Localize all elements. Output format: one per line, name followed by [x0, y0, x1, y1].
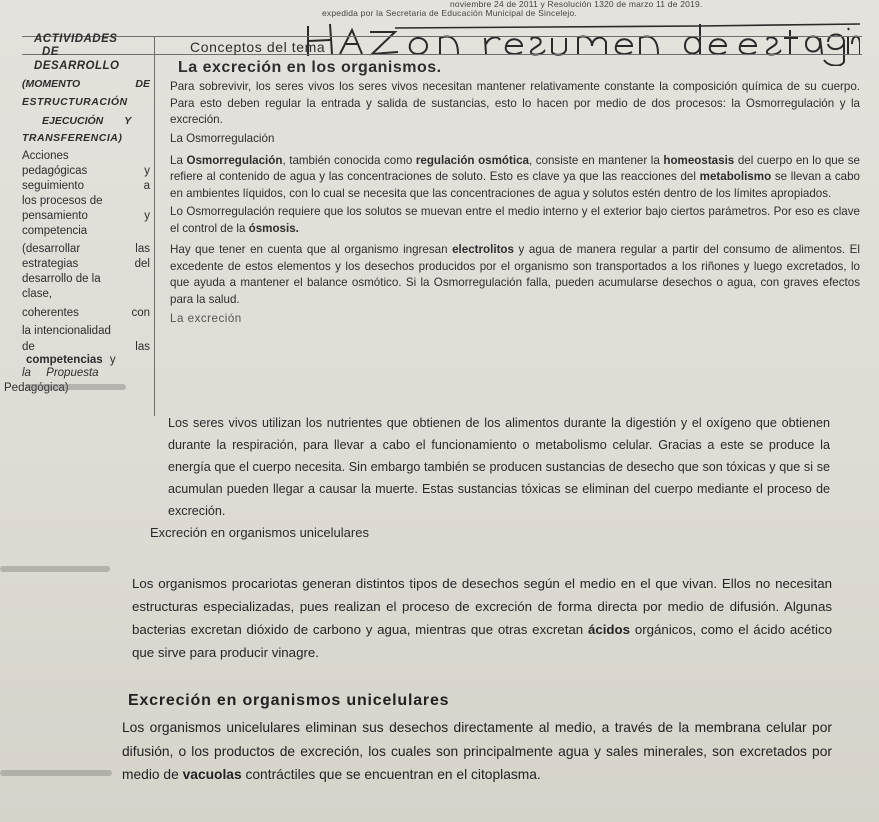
sidebar-column: [4, 33, 150, 396]
excrecion-section: [150, 412, 830, 544]
p2-text-c: , también conocida como: [282, 153, 416, 167]
header-line-2: expedida por la Secretaria de Educación Municipal de Sincelejo.: [322, 8, 577, 18]
sidebar-y4: y: [109, 354, 116, 366]
paragraph-osmosis: [170, 204, 860, 237]
sidebar-momento-row: [22, 77, 150, 92]
osmorregulacion-heading: La Osmorregulación: [170, 131, 275, 145]
sidebar-y2: y: [144, 165, 150, 177]
sidebar-desarrollo: DESARROLLO: [34, 60, 120, 72]
sidebar-desarrollo2: desarrollo de la: [22, 273, 101, 285]
p2-bold-regulacion: regulación osmótica: [415, 153, 529, 167]
sidebar-con: con: [131, 307, 150, 319]
unicelulares-heading: Excreción en organismos unicelulares: [150, 525, 369, 540]
p6-bold-acidos: ácidos: [587, 622, 631, 637]
sidebar-pedagogicas: pedagógicas: [22, 165, 88, 177]
sidebar-row-pedagogicas: [22, 164, 150, 179]
sidebar-acciones: Acciones: [22, 150, 69, 162]
sidebar-a: a: [143, 180, 150, 192]
header-line-1: noviembre 24 de 2011 y Resolución 1320 de marzo 11 de 2019.: [450, 0, 703, 9]
p6-text-a: Los organismos procariotas generan distintos tipos de desechos según el medio en el que vivan. Ellos no necesitan estructuras especializadas, pues realizan el proceso de excreción de forma directa por medio de difusión. Algunas bacterias excretan dióxido de carbono y agua, mientras que otras excretan: [132, 576, 832, 637]
sidebar-competencia: competencia: [22, 225, 88, 237]
sidebar-ejecucion-row: [22, 115, 150, 127]
section-title: Conceptos del tema: [190, 39, 326, 55]
p2-text-i: se llevan a cabo en ambientes líquidos, con lo cual se necesita que las concentraciones de agua y solutos estén dentro de los límites apropiados.: [170, 170, 860, 200]
unicelulares-heading-2: Excreción en organismos unicelulares: [128, 692, 450, 709]
paragraph-electrolitos: [170, 242, 860, 308]
p2-text-a: La: [170, 153, 187, 167]
sidebar-las: las: [135, 243, 150, 255]
p4-text-a: Hay que tener en cuenta que al organismo ingresan: [170, 243, 453, 256]
sidebar-desarrollar: (desarrollar: [22, 243, 81, 255]
p7-bold-vacuolas: vacuolas: [182, 767, 242, 782]
p2-text-e: , consiste en mantener la: [528, 153, 664, 167]
paragraph-osmorregulacion: [170, 153, 860, 203]
sidebar-clase: clase,: [22, 288, 53, 300]
sidebar-momento: (MOMENTO: [22, 78, 81, 90]
sidebar-procesos: los procesos de: [22, 195, 103, 207]
ink-smudge: [26, 384, 126, 390]
ink-smudge: [0, 566, 110, 572]
sidebar-de: DE: [42, 46, 59, 58]
sidebar-competencias: competencias: [26, 354, 103, 366]
excrecion-heading: La excreción: [170, 312, 242, 325]
sidebar-row-coherentes: [22, 306, 150, 321]
paragraph-intro: Para sobrevivir, los seres vivos los seres vivos necesitan mantener relativamente constante la composición química de su cuerpo. Para esto deben regular la entrada y salida de sustancias, esto lo hacen por medio de dos procesos: la Osmorregulación y la excreción.: [170, 80, 860, 126]
p4-bold-electrolitos: electrolitos: [452, 243, 514, 256]
p4-text-c: y agua de manera regular a partir del consumo de alimentos. El excedente de estos elementos y los desechos producidos por el organismo son transportados a los riñones y luego excretados, lo que ayuda a mantener el balance osmótico. Si la Osmorregulación falla, pueden acumularse desechos o agua, con graves efectos para la salud.: [170, 243, 860, 306]
sidebar-estrategias: estrategias: [22, 258, 79, 270]
p2-text-g: del cuerpo en lo que se refiere al contenido de agua y las concentraciones de soluto. Esto es clave ya que las reacciones del: [170, 153, 860, 183]
p2-bold-osmorregulacion: Osmorregulación: [186, 153, 283, 167]
sidebar-y: Y: [124, 115, 132, 127]
paragraph-excrecion: Los seres vivos utilizan los nutrientes que obtienen de los alimentos durante la digestión y el oxígeno que obtienen durante la respiración, para llevar a cabo el funcionamiento o metabolismo celular. Gracias a este se produce la energía que el cuerpo necesita. Sin embargo también se producen sustancias de desecho que son tóxicas y que si se acumulan pueden llegar a causar la muerte. Estas sustancias tóxicas se eliminan del cuerpo mediante el proceso de excreción.: [168, 416, 830, 518]
unicelulares-section: [122, 692, 832, 787]
p2-bold-metabolismo: metabolismo: [699, 170, 772, 183]
p2-bold-homeostasis: homeostasis: [663, 153, 735, 167]
sidebar-pensamiento: pensamiento: [22, 210, 88, 222]
paragraph-unicelulares: [122, 716, 832, 787]
sidebar-ejecucion: EJECUCIÓN: [42, 115, 104, 127]
sidebar-row-estrategias: [22, 257, 150, 272]
sidebar-seguimiento: seguimiento: [22, 180, 85, 192]
p3-bold-osmosis: ósmosis.: [248, 221, 299, 235]
p7-text-c: contráctiles que se encuentran en el citoplasma.: [241, 767, 541, 782]
sidebar-actividades: ACTIVIDADES: [34, 33, 118, 45]
ink-smudge: [0, 770, 112, 776]
sidebar-coherentes: coherentes: [22, 307, 79, 319]
p7-text-a: Los organismos unicelulares eliminan sus desechos directamente al medio, a través de la membrana celular por difusión, o los productos de excreción, los cuales son principalmente agua y sales minerales, son excretados por medio de: [122, 720, 832, 782]
sidebar-de3: de: [22, 341, 35, 353]
sidebar-la: la: [22, 367, 31, 379]
sidebar-y3: y: [144, 210, 150, 222]
sidebar-propuesta: Propuesta: [46, 367, 99, 379]
procariotas-section: [132, 560, 832, 664]
sidebar-row-pensamiento: [22, 209, 150, 224]
sidebar-las2: las: [135, 341, 150, 353]
sidebar-transferencia: TRANSFERENCIA): [22, 132, 123, 144]
sidebar-row-propuesta: [22, 366, 150, 381]
p6-text-c: orgánicos, como el ácido acético que sirve para producir vinagre.: [132, 622, 832, 660]
main-title: La excreción en los organismos.: [178, 59, 442, 76]
column-divider: [154, 36, 155, 416]
sidebar-de2: DE: [135, 78, 150, 90]
sidebar-row-seguimiento: [22, 179, 150, 194]
sidebar-intencionalidad: la intencionalidad: [22, 325, 111, 337]
sidebar-estructuracion: ESTRUCTURACIÓN: [22, 96, 128, 108]
sidebar-row-desarrollar: [22, 242, 150, 257]
p3-text-a: Lo Osmorregulación requiere que los solutos se muevan entre el medio interno y el exterior bajo ciertos parámetros. Por eso es clave el control de la: [170, 205, 860, 235]
main-content: [170, 39, 860, 327]
sidebar-del: del: [134, 258, 150, 270]
paragraph-procariotas: [132, 572, 832, 664]
sidebar-pedagogica: Pedagógica): [4, 382, 69, 394]
